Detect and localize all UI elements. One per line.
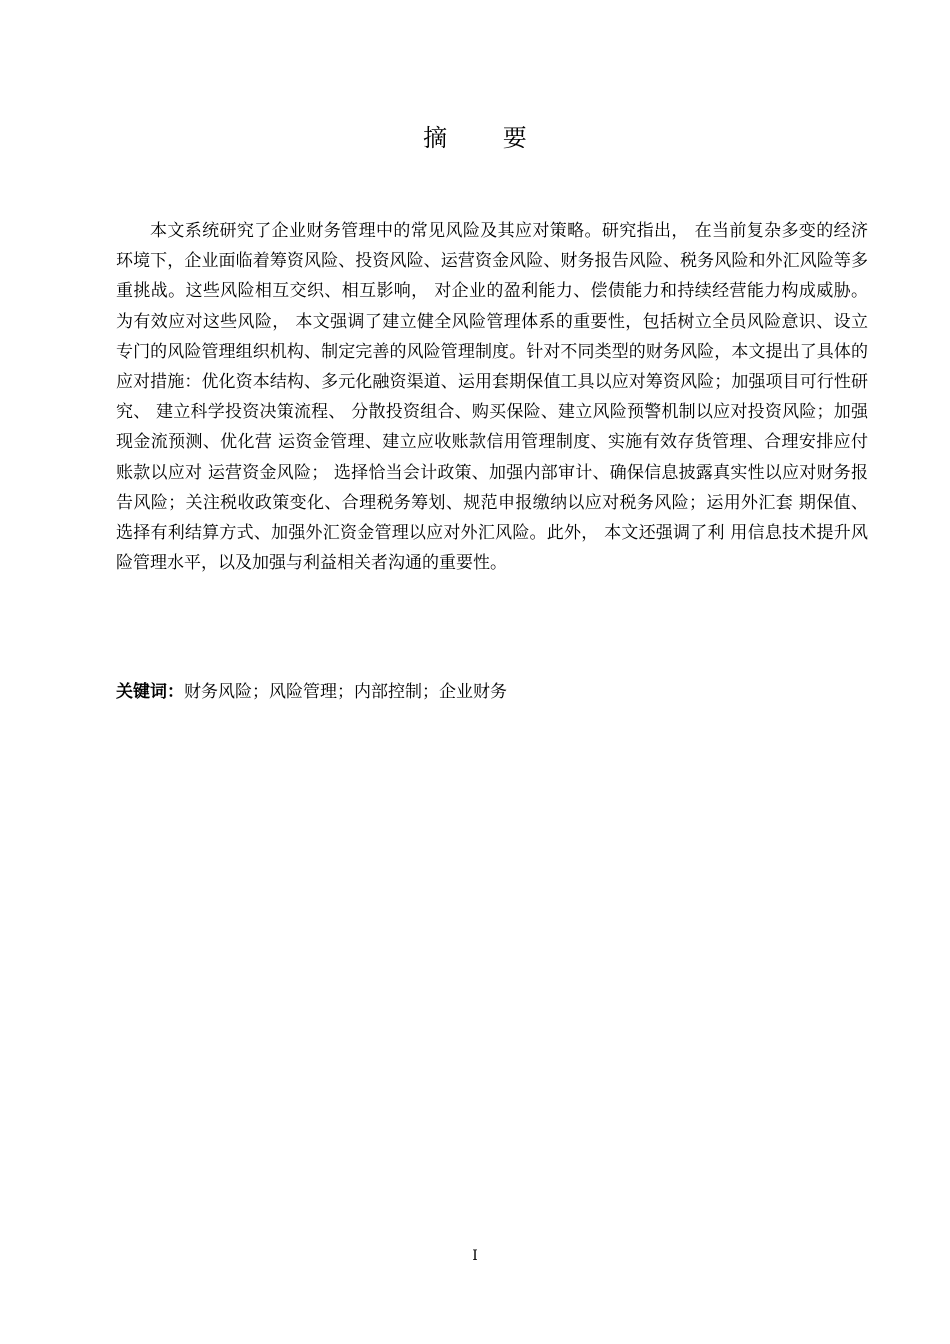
abstract-paragraph: 本文系统研究了企业财务管理中的常见风险及其应对策略。研究指出， 在当前复杂多变的经济环境下，企业面临着筹资风险、投资风险、运营资金风险、财务报告风险、税务风险和外汇风险等多重挑战。这些风险相互交织、相互影响， 对企业的盈利能力、偿债能力和持续经营能力构成威胁。为有效应对这些风险， 本文强调了建立健全风险管理体系的重要性，包括树立全员风险意识、设立专门的风险管理组织机构、制定完善的风险管理制度。针对不同类型的财务风险，本文提出了具体的应对措施：优化资本结构、多元化融资渠道、运用套期保值工具以应对筹资风险；加强项目可行性研究、 建立科学投资决策流程、 分散投资组合、购买保险、建立风险预警机制以应对投资风险；加强现金流预测、优化营 运资金管理、建立应收账款信用管理制度、实施有效存货管理、合理安排应付账款以应对 运营资金风险； 选择恰当会计政策、加强内部审计、确保信息披露真实性以应对财务报 告风险；关注税收政策变化、合理税务筹划、规范申报缴纳以应对税务风险；运用外汇套 期保值、选择有利结算方式、加强外汇资金管理以应对外汇风险。此外， 本文还强调了利 用信息技术提升风险管理水平，以及加强与利益相关者沟通的重要性。 [116, 221, 868, 574]
page-title: 摘 要 [423, 124, 551, 152]
keywords-text: 财务风险；风险管理；内部控制；企业财务 [184, 682, 507, 702]
keywords-label: 关键词： [116, 682, 184, 702]
page-number: I [472, 1248, 478, 1264]
keywords-line [116, 679, 868, 705]
